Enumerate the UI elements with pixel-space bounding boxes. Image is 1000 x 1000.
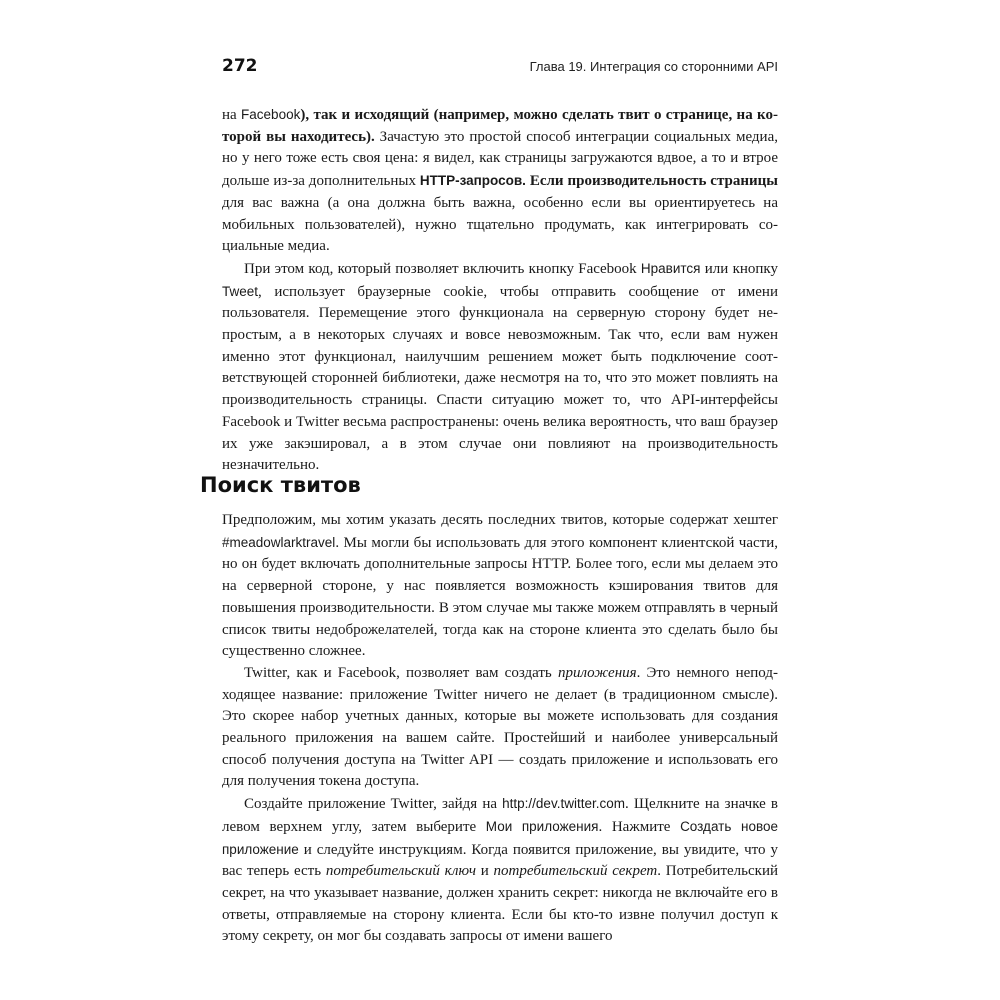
- my-apps-menu-term: Мои приложения: [485, 818, 599, 834]
- paragraph-facebook-like-button: [222, 258, 778, 477]
- dev-twitter-url: http://dev.twitter.com: [502, 796, 625, 812]
- running-chapter-title: Глава 19. Интеграция со сторонними API: [529, 59, 778, 74]
- text-block-top: [222, 104, 778, 477]
- page-number: 272: [222, 56, 258, 76]
- text-run: . Нажмите: [598, 818, 681, 835]
- text-block-bottom: [222, 510, 778, 948]
- paragraph-twitter-apps: [222, 663, 778, 793]
- text-run: При этом код, который позволяет включить кнопку Facebook: [244, 260, 641, 277]
- tweet-button-term: Tweet: [222, 283, 259, 299]
- consumer-key-term: потребительский ключ: [325, 863, 476, 880]
- facebook-term: Facebook: [241, 107, 301, 122]
- text-run: и следуйте инструкциям. Когда появится приложение, вы увидите, что у вас теперь есть: [222, 841, 778, 880]
- text-run: Создайте приложение Twitter, зайдя на: [244, 796, 503, 813]
- consumer-secret-term: потребительский секрет: [493, 863, 658, 880]
- likes-button-term: Нравится: [640, 260, 701, 276]
- paragraph-create-app: [222, 793, 778, 948]
- text-run: на: [222, 107, 242, 123]
- create-app-button-term: Создать новое приложение: [222, 818, 778, 857]
- text-run: Зачастую это простой способ интеграции социальных медиа, но у него тоже есть своя цена: я видел, как страницы загружаются вдвое, а то и втрое дольше из-за дополнительных: [222, 128, 778, 190]
- text-run: Предположим, мы хотим указать десять последних твитов, которые содержат хештег: [222, 512, 778, 528]
- bold-text: Если производительность страницы: [525, 173, 778, 190]
- apps-term: приложения: [557, 664, 637, 681]
- text-run: Twitter, как и Facebook, позволяет вам создать: [244, 664, 558, 681]
- paragraph-hashtag-search: [222, 510, 778, 663]
- text-run: для вас важна (а она должна быть важна, особенно если вы ориентируетесь на мобильных пользователей), нужно тщательно продумать, как интегрировать социальные медиа.: [222, 194, 778, 255]
- text-run: , использует браузерные cookie, чтобы отправить сообщение от имени пользователя. Перемещение этого функционала на серверную сторону будет непростым, а в некоторых случаях и вовсе невозможным. Так что, если вам нужен именно этот функционал, наилучшим решением может быть подключение соответствующей сторонней библиотеки, даже несмотря на то, что это может повлиять на производительность страницы. Спасти ситуацию может то, что API-интерфейсы Facebook и Twitter весьма распространены: очень велика вероятность, что ваш браузер их уже закэшировал, а в этом случае они повлияют на производительность незначительно.: [222, 283, 778, 474]
- http-requests-term: HTTP-запросов.: [419, 173, 526, 189]
- text-run: и: [475, 863, 494, 880]
- page-header: [222, 56, 778, 82]
- text-run: или кнопку: [700, 260, 778, 277]
- section-heading: Поиск твитов: [200, 473, 361, 497]
- text-run: . Мы могли бы использовать для этого компонент клиентской части, но он будет включать дополнительные запросы HTTP. Более того, если мы делаем это на серверной стороне, у нас появляется возможность кэширования твитов для повышения производительности. В этом случае мы также можем отправлять в черный список твиты недоброжелателей, тогда как на стороне клиента это сделать было бы существенно сложнее.: [222, 534, 778, 660]
- text-run: . Потребительский секрет, на что указывает название, должен хранить секрет: никогда не включайте его в ответы, отправляемые на сторону клиента. Если бы кто-то извне получил доступ к этому секрету, он мог бы создавать запросы от имени вашего: [222, 863, 778, 945]
- text-run: . Это немного неподходящее название: приложение Twitter ничего не делает (в традиционном смысле). Это скорее набор учетных данных, которые вы можете использовать для создания реального приложения на вашем сайте. Простейший и наиболее универсальный способ получения доступа на Twitter API — создать приложение и использовать его для получения токена доступа.: [222, 664, 779, 790]
- paragraph-social-media-cost: [222, 104, 778, 258]
- hashtag-term: #meadowlarktravel: [222, 534, 336, 550]
- text-run: . Щелкните на значке в левом верхнем углу, затем выберите: [222, 796, 778, 835]
- bold-text: ), так и исходящий (например, можно сделать твит о странице, на которой вы находитесь).: [222, 107, 778, 145]
